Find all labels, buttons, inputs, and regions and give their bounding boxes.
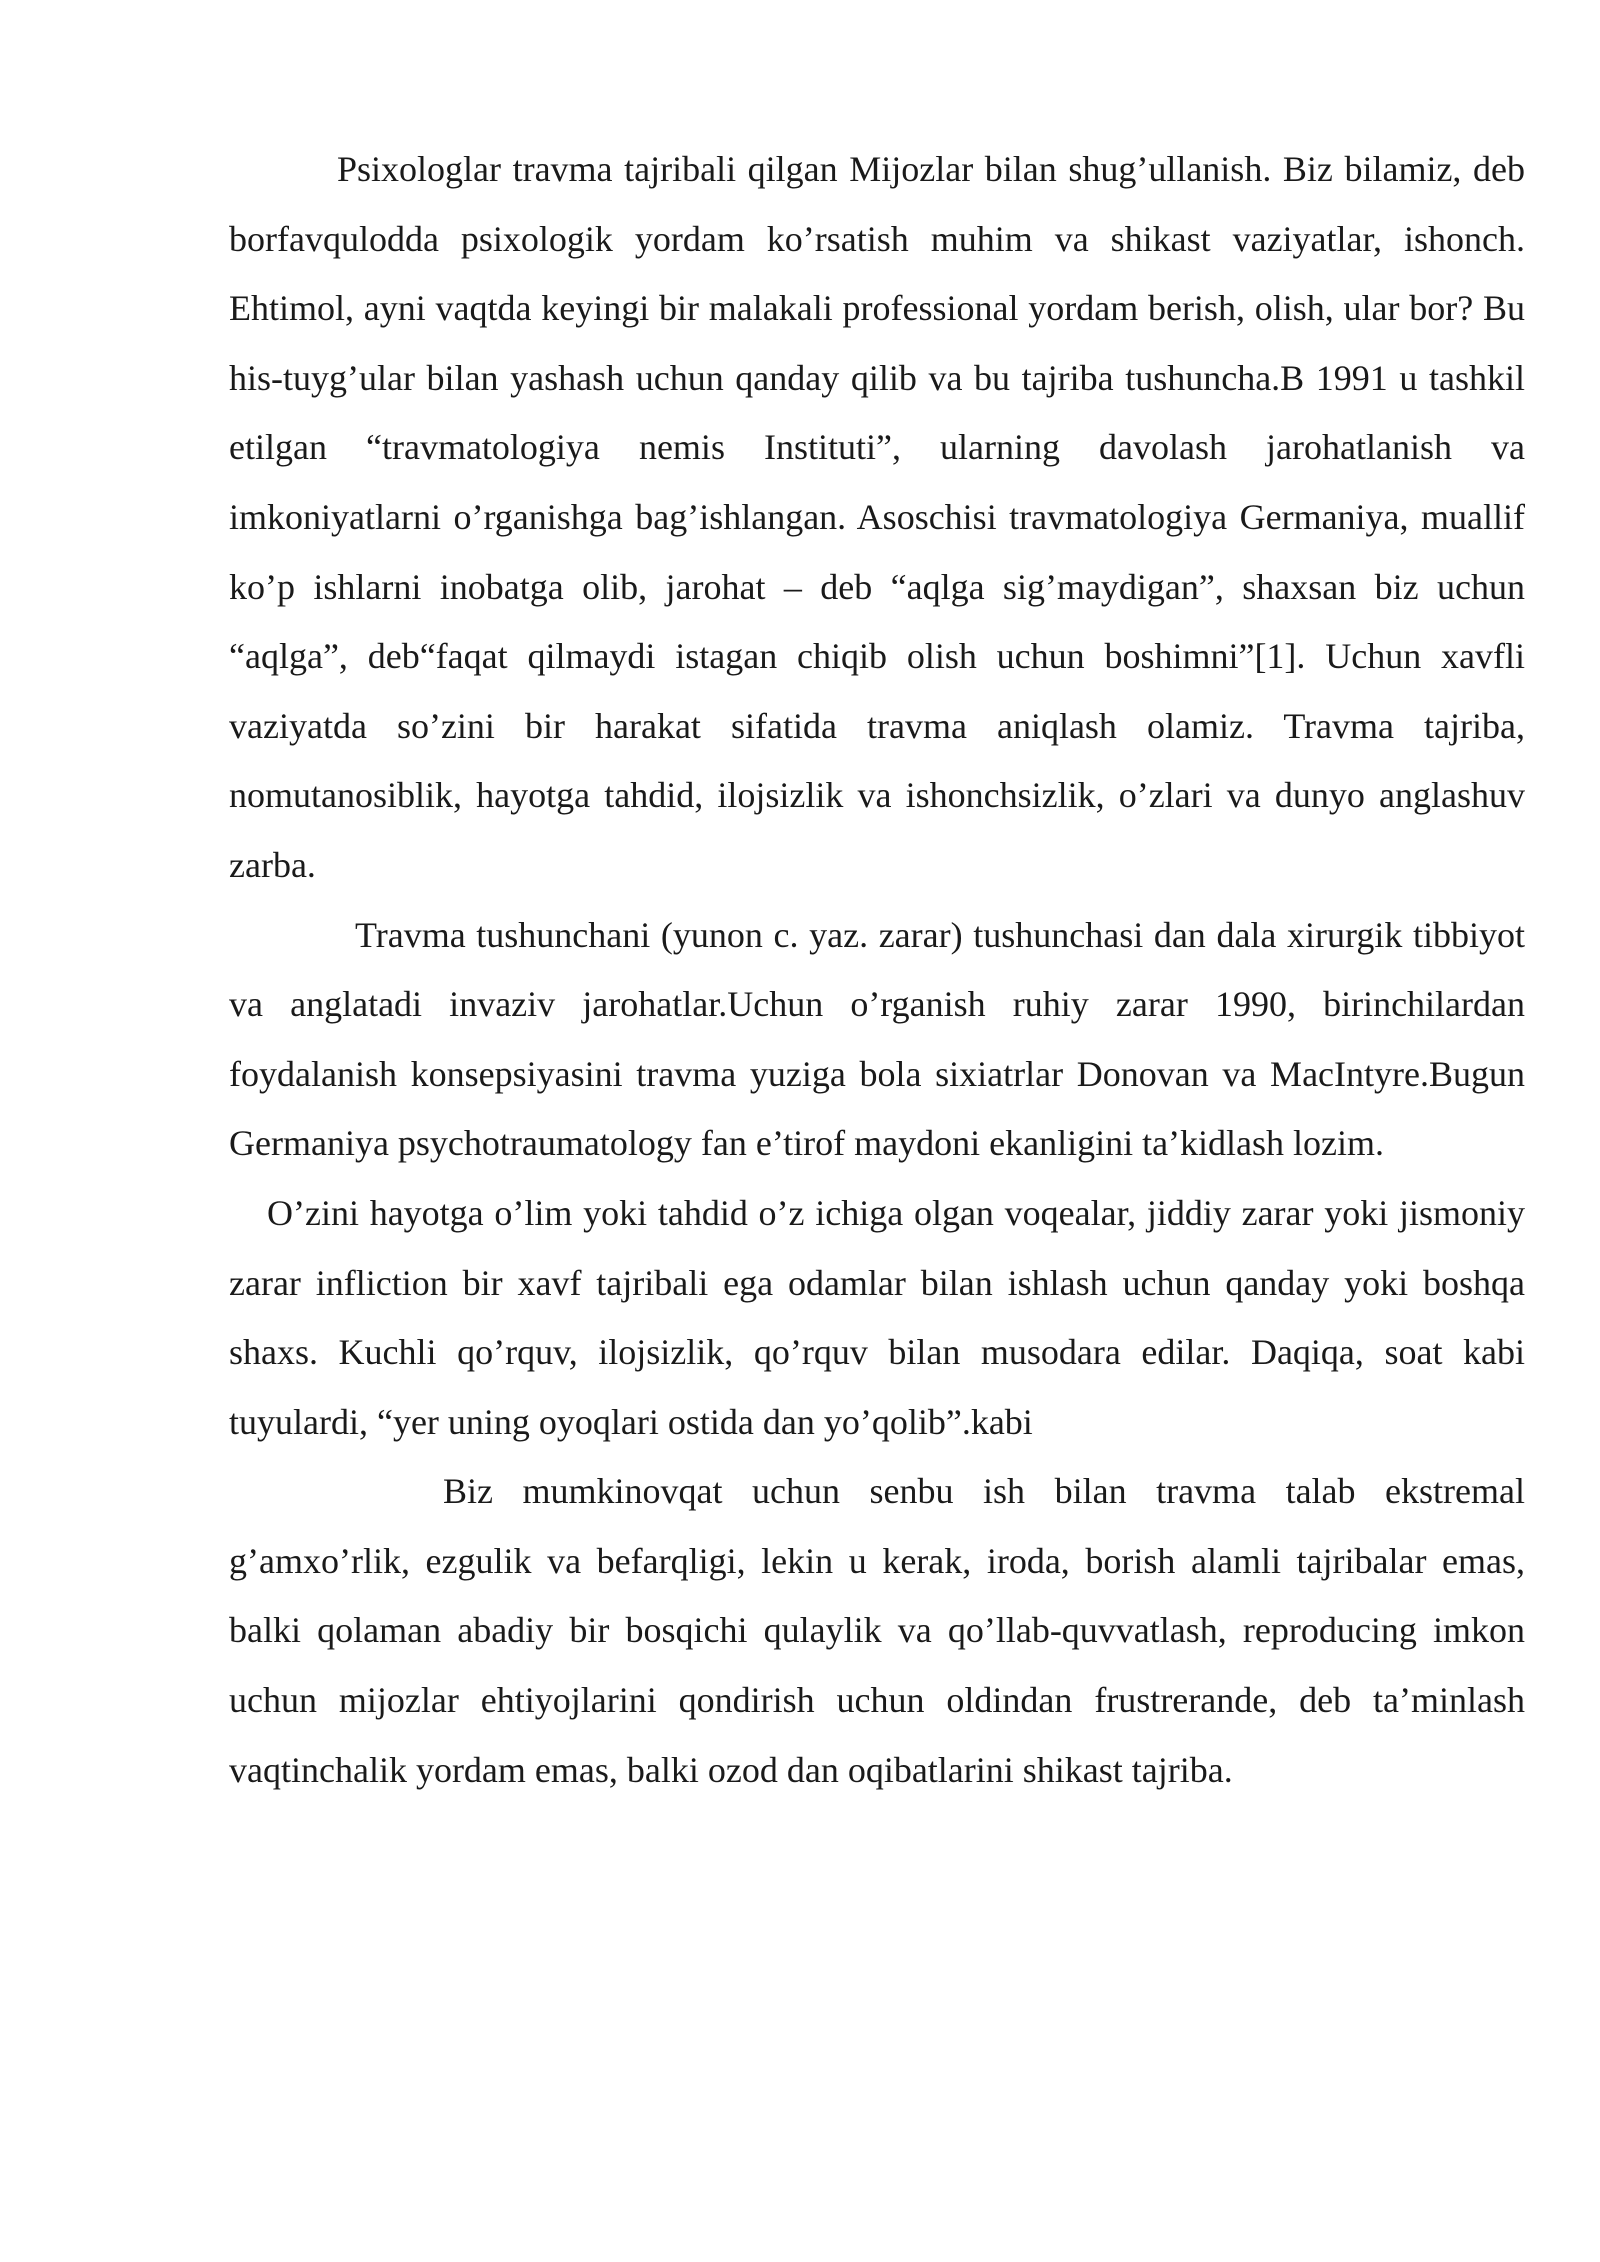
document-body	[229, 135, 1525, 1805]
paragraph-1: Psixologlar travma tajribali qilgan Mijozlar bilan shug’ullanish. Biz bilamiz, deb borfavqulodda psixologik yordam ko’rsatish muhim va shikast vaziyatlar, ishonch. Ehtimol, ayni vaqtda keyingi bir malakali professional yordam berish, olish, ular bor? Bu his-tuyg’ular bilan yashash uchun qanday qilib va bu tajriba tushuncha.B 1991 u tashkil etilgan “travmatologiya nemis Instituti”, ularning davolash jarohatlanish va imkoniyatlarni o’rganishga bag’ishlangan. Asoschisi travmatologiya Germaniya, muallif ko’p ishlarni inobatga olib, jarohat – deb “aqlga sig’maydigan”, shaxsan biz uchun “aqlga”, deb“faqat qilmaydi istagan chiqib olish uchun boshimni”[1]. Uchun xavfli vaziyatda so’zini bir harakat sifatida travma aniqlash olamiz. Travma tajriba, nomutanosiblik, hayotga tahdid, ilojsizlik va ishonchsizlik, o’zlari va dunyo anglashuv zarba.	[229, 149, 1525, 885]
paragraph-2: Travma tushunchani (yunon c. yaz. zarar) tushunchasi dan dala xirurgik tibbiyot va anglatadi invaziv jarohatlar.Uchun o’rganish ruhiy zarar 1990, birinchilardan foydalanish konsepsiyasini travma yuziga bola sixiatrlar Donovan va MacIntyre.Bugun Germaniya psychotraumatology fan e’tirof maydoni ekanligini ta’kidlash lozim.	[229, 914, 1525, 1164]
paragraph-4: Biz mumkinovqat uchun senbu ish bilan travma talab ekstremal g’amxo’rlik, ezgulik va befarqligi, lekin u kerak, iroda, borish alamli tajribalar emas, balki qolaman abadiy bir bosqichi qulaylik va qo’llab-quvvatlash, reproducing imkon uchun mijozlar ehtiyojlarini qondirish uchun oldindan frustrerande, deb ta’minlash vaqtinchalik yordam emas, balki ozod dan oqibatlarini shikast tajriba.	[229, 1471, 1525, 1790]
paragraph-3: O’zini hayotga o’lim yoki tahdid o’z ichiga olgan voqealar, jiddiy zarar yoki jismoniy zarar infliction bir xavf tajribali ega odamlar bilan ishlash uchun qanday yoki boshqa shaxs. Kuchli qo’rquv, ilojsizlik, qo’rquv bilan musodara edilar. Daqiqa, soat kabi tuyulardi, “yer uning oyoqlari ostida dan yo’qolib”.kabi	[229, 1192, 1525, 1442]
